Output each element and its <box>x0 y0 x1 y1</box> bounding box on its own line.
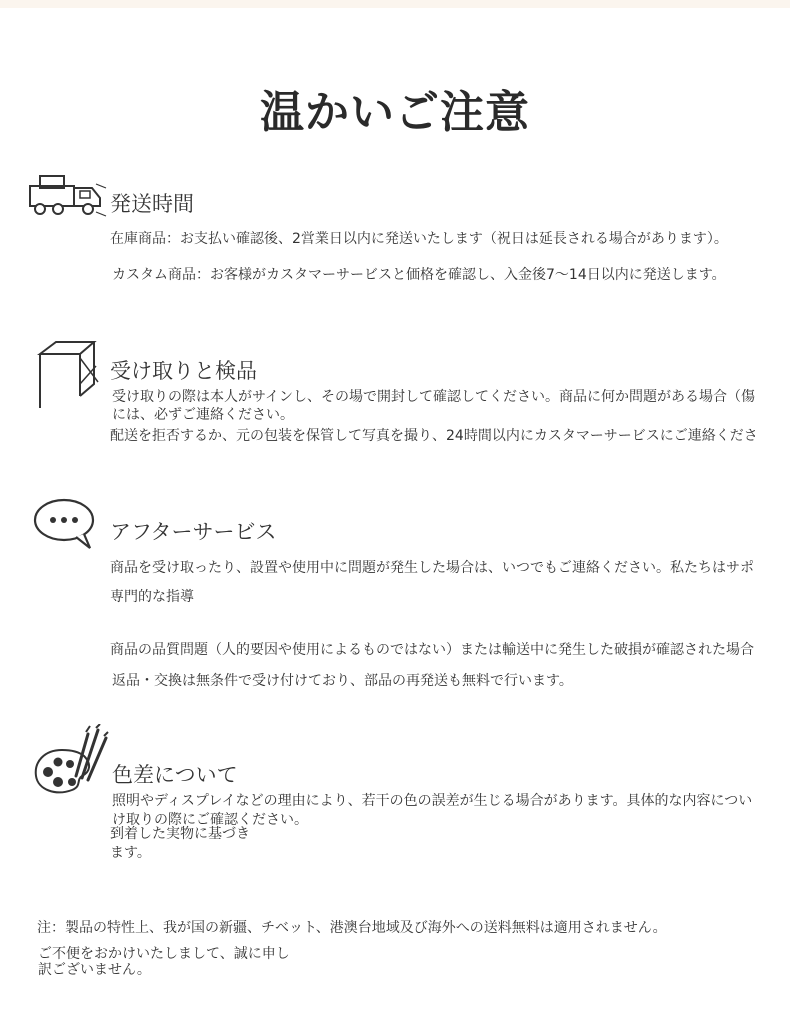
color-line-2: け取りの際にご確認ください。 <box>112 812 308 828</box>
chat-bubble-icon <box>32 496 98 554</box>
color-line-1: 照明やディスプレイなどの理由により、若干の色の誤差が生じる場合があります。具体的な内容につい <box>112 793 753 809</box>
color-line-3b: ます。 <box>110 845 151 861</box>
aftersales-line-1: 商品を受け取ったり、設置や使用中に問題が発生した場合は、いつでもご連絡ください。私たちはサポ <box>110 560 754 576</box>
section-heading-color: 色差について <box>112 763 238 787</box>
footer-note: 注：製品の特性上、我が国の新疆、チベット、港澳台地域及び海外への送料無料は適用されません。 <box>37 920 667 936</box>
footer-apology-line-2: 訳ございません。 <box>38 962 151 978</box>
aftersales-line-3: 商品の品質問題（人的要因や使用によるものではない）または輸送中に発生した破損が確認された場合 <box>110 642 754 658</box>
receipt-line-2: には、必ずご連絡ください。 <box>112 407 294 423</box>
top-band <box>0 0 790 8</box>
footer-apology-line-1: ご不便をおかけいたしまして、誠に申し <box>38 946 290 962</box>
aftersales-line-4: 返品・交換は無条件で受け付けており、部品の再発送も無料で行います。 <box>112 673 573 689</box>
color-line-3a: 到着した実物に基づき <box>110 826 250 842</box>
section-heading-receipt: 受け取りと検品 <box>110 359 257 383</box>
shipping-line-1: 在庫商品：お支払い確認後、2営業日以内に発送いたします（祝日は延長される場合があります）。 <box>110 231 728 247</box>
palette-icon <box>32 724 110 804</box>
truck-icon <box>26 172 108 224</box>
section-heading-shipping: 発送時間 <box>110 192 194 216</box>
aftersales-line-2: 専門的な指導 <box>110 589 194 605</box>
package-icon <box>34 338 104 414</box>
section-heading-aftersales: アフターサービス <box>110 520 277 544</box>
shipping-line-2: カスタム商品：お客様がカスタマーサービスと価格を確認し、入金後7〜14日以内に発送します。 <box>112 267 726 283</box>
receipt-line-3: 配送を拒否するか、元の包装を保管して写真を撮り、24時間以内にカスタマーサービスにご連絡くださ <box>110 428 758 444</box>
page-title: 温かいご注意 <box>260 87 530 138</box>
receipt-line-1: 受け取りの際は本人がサインし、その場で開封して確認してください。商品に何か問題がある場合（傷 <box>112 389 756 405</box>
